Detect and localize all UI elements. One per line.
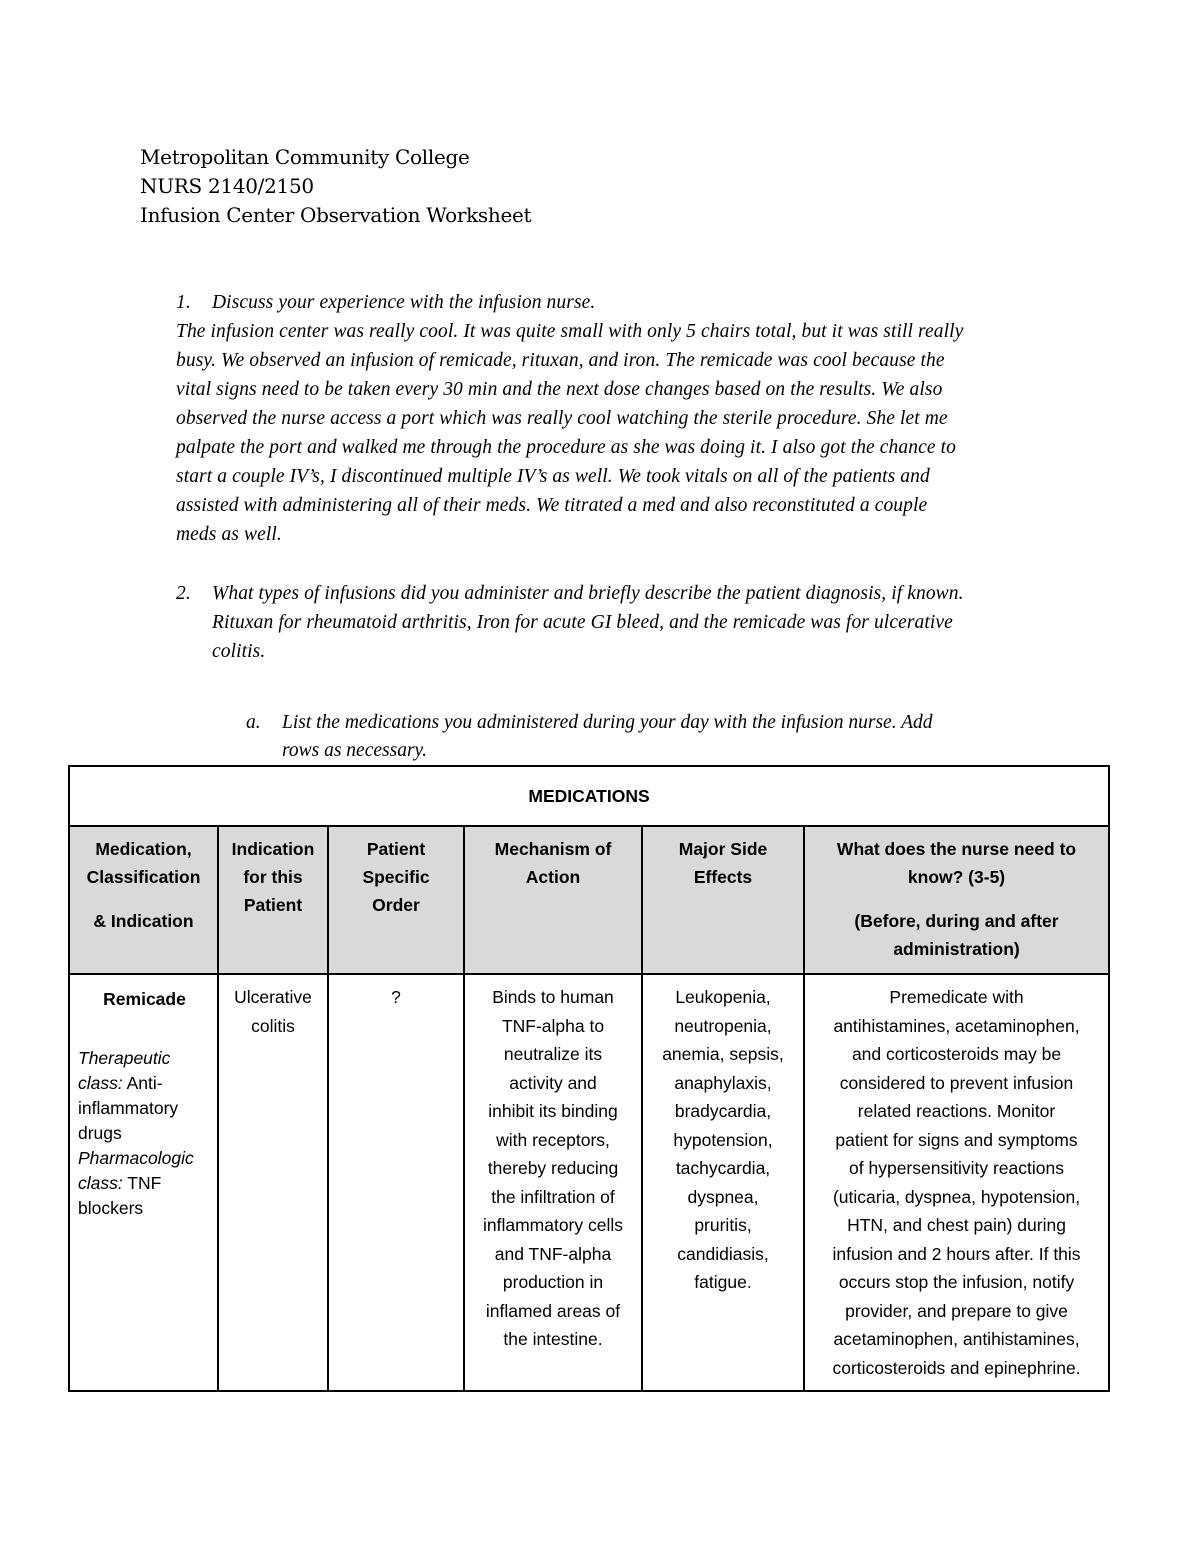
question-1-prompt: Discuss your experience with the infusion nurse. bbox=[212, 292, 596, 313]
subquestion-line: rows as necessary. bbox=[282, 740, 427, 761]
cell-line: with receptors, bbox=[496, 1129, 610, 1150]
header-line: Patient bbox=[366, 839, 426, 859]
class-line: blockers bbox=[78, 1198, 144, 1218]
question-2 bbox=[176, 579, 1072, 666]
cell-line: Premedicate with bbox=[889, 987, 1024, 1007]
cell-line: bradycardia, bbox=[674, 1101, 772, 1121]
cell-line: tachycardia, bbox=[675, 1158, 771, 1178]
cell-line: and TNF-alpha bbox=[494, 1243, 612, 1264]
cell-line: fatigue. bbox=[694, 1272, 752, 1292]
answer-line: meds as well. bbox=[176, 524, 282, 545]
cell-line: hypotension, bbox=[673, 1129, 773, 1150]
cell-line: of hypersensitivity reactions bbox=[849, 1158, 1064, 1178]
cell-line: occurs stop the infusion, notify bbox=[838, 1272, 1075, 1292]
worksheet-title: Infusion Center Observation Worksheet bbox=[140, 203, 532, 227]
subquestion-a-letter: a. bbox=[246, 712, 261, 733]
cell-line: provider, and prepare to give bbox=[845, 1300, 1068, 1321]
header-line: Order bbox=[372, 895, 420, 915]
cell-line: and corticosteroids may be bbox=[851, 1044, 1062, 1064]
cell-nurse-knowledge bbox=[804, 974, 1109, 1391]
cell-line: neutropenia, bbox=[674, 1015, 772, 1036]
cell-line: patient for signs and symptoms bbox=[835, 1129, 1078, 1150]
question-2-line: What types of infusions did you administer and briefly describe the patient diagnosis, if known. bbox=[212, 583, 964, 604]
header-line: (Before, during and after bbox=[854, 911, 1059, 931]
question-1 bbox=[176, 288, 1072, 545]
medications-table bbox=[68, 765, 1110, 1392]
cell-line: considered to prevent infusion bbox=[839, 1072, 1074, 1093]
answer-line: observed the nurse access a port which was really cool watching the sterile procedure. She let me bbox=[176, 408, 948, 429]
answer-line: assisted with administering all of their meds. We titrated a med and also reconstituted a couple bbox=[176, 495, 928, 516]
header-mechanism bbox=[464, 826, 642, 974]
cell-line: neutralize its bbox=[503, 1044, 603, 1064]
class-line: class: TNF bbox=[78, 1173, 162, 1193]
answer-line: palpate the port and walked me through the procedure as she was doing it. I also got the chance to bbox=[176, 437, 956, 458]
question-2-line: colitis. bbox=[212, 641, 266, 662]
cell-line: TNF-alpha to bbox=[501, 1015, 605, 1036]
header-line: Medication, bbox=[95, 839, 192, 859]
question-2-line: Rituxan for rheumatoid arthritis, Iron for acute GI bleed, and the remicade was for ulcerative bbox=[212, 612, 953, 633]
header-patient-order bbox=[328, 826, 464, 974]
cell-line: anemia, sepsis, bbox=[662, 1044, 784, 1064]
cell-line: candidiasis, bbox=[677, 1243, 769, 1264]
cell-line: corticosteroids and epinephrine. bbox=[832, 1357, 1081, 1378]
course-code: NURS 2140/2150 bbox=[140, 174, 314, 198]
header-line: Patient bbox=[243, 895, 303, 915]
answer-line: vital signs need to be taken every 30 min and the next dose changes based on the results. We also bbox=[176, 379, 943, 400]
header-line: & Indication bbox=[93, 911, 194, 931]
question-1-number: 1. bbox=[176, 292, 191, 313]
question-2-number: 2. bbox=[176, 583, 191, 604]
header-line: Specific bbox=[362, 867, 430, 887]
subquestion-line: List the medications you administered during your day with the infusion nurse. Add bbox=[282, 712, 933, 733]
cell-line: inhibit its binding bbox=[488, 1101, 618, 1121]
cell-line: thereby reducing bbox=[487, 1158, 619, 1178]
cell-line: HTN, and chest pain) during bbox=[847, 1215, 1066, 1235]
header-side-effects bbox=[642, 826, 804, 974]
header-indication bbox=[218, 826, 328, 974]
college-name: Metropolitan Community College bbox=[140, 145, 470, 169]
cell-side-effects bbox=[642, 974, 804, 1391]
cell-line: Leukopenia, bbox=[675, 987, 771, 1007]
cell-patient-order: ? bbox=[328, 974, 464, 1391]
cell-line: related reactions. Monitor bbox=[857, 1101, 1056, 1121]
header-nurse-knowledge bbox=[804, 826, 1109, 974]
cell-line: Binds to human bbox=[492, 987, 614, 1007]
table-row bbox=[69, 974, 1109, 1391]
answer-line: The infusion center was really cool. It was quite small with only 5 chairs total, but it was still really bbox=[176, 321, 964, 342]
class-line: Therapeutic bbox=[78, 1048, 171, 1068]
answer-line: start a couple IV’s, I discontinued multiple IV’s as well. We took vitals on all of the patients and bbox=[176, 466, 930, 487]
header-line: Action bbox=[525, 867, 581, 887]
header-line: administration) bbox=[893, 939, 1020, 959]
cell-indication bbox=[218, 974, 328, 1391]
header-line: for this bbox=[243, 867, 303, 887]
subquestion-a bbox=[246, 709, 1062, 765]
question-1-answer bbox=[176, 317, 1076, 549]
header-line: Major Side bbox=[678, 839, 768, 859]
header-line: Classification bbox=[86, 867, 201, 887]
class-line: Pharmacologic bbox=[78, 1148, 194, 1168]
cell-line: the intestine. bbox=[503, 1329, 603, 1349]
cell-line: inflammatory cells bbox=[482, 1215, 624, 1235]
document-header bbox=[140, 143, 531, 230]
answer-line: busy. We observed an infusion of remicade, rituxan, and iron. The remicade was cool because the bbox=[176, 350, 945, 371]
cell-line: Ulcerative bbox=[234, 987, 312, 1007]
header-medication bbox=[69, 826, 218, 974]
cell-medication bbox=[69, 974, 218, 1391]
table-title: MEDICATIONS bbox=[69, 766, 1109, 826]
cell-line: colitis bbox=[251, 1015, 295, 1036]
class-line: class: Anti- bbox=[78, 1073, 163, 1093]
class-line: drugs bbox=[78, 1123, 122, 1143]
class-line: inflammatory bbox=[78, 1098, 179, 1118]
header-line: What does the nurse need to bbox=[836, 839, 1077, 859]
cell-line: pruritis, bbox=[694, 1215, 752, 1235]
table-header-row bbox=[69, 826, 1109, 974]
cell-line: anaphylaxis, bbox=[674, 1072, 772, 1093]
medication-name: Remicade bbox=[103, 989, 186, 1009]
cell-line: inflamed areas of bbox=[485, 1300, 621, 1321]
cell-line: (uticaria, dyspnea, hypotension, bbox=[832, 1186, 1081, 1207]
header-line: Mechanism of bbox=[494, 839, 612, 859]
cell-line: acetaminophen, antihistamines, bbox=[833, 1329, 1080, 1349]
cell-mechanism bbox=[464, 974, 642, 1391]
cell-line: production in bbox=[502, 1272, 604, 1292]
header-line: Effects bbox=[693, 867, 753, 887]
header-line: Indication bbox=[231, 839, 315, 859]
cell-line: the infiltration of bbox=[491, 1186, 615, 1207]
cell-line: dyspnea, bbox=[687, 1186, 759, 1207]
header-line: know? (3-5) bbox=[907, 867, 1006, 887]
cell-line: infusion and 2 hours after. If this bbox=[832, 1243, 1081, 1264]
cell-line: activity and bbox=[509, 1072, 597, 1093]
cell-line: antihistamines, acetaminophen, bbox=[833, 1015, 1080, 1036]
